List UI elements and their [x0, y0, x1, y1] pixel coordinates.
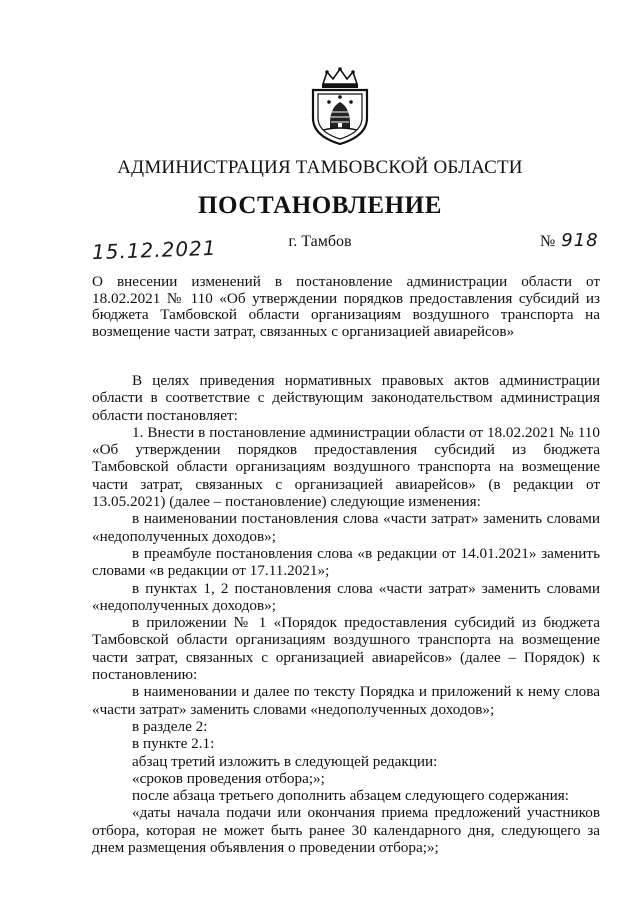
body-paragraph: «сроков проведения отбора;»;	[132, 769, 325, 787]
body-paragraph: «даты начала подачи или окончания приема предложений участников отбора, которая не может быть ранее 30 календарного дня, следующего за днем размещения объявления о проведении отбора;»;	[92, 804, 600, 857]
number-label: №	[540, 233, 556, 250]
body-paragraph: в преамбуле постановления слова «в редакции от 14.01.2021» заменить словами «в редакции от 17.11.2021»;	[92, 544, 600, 580]
handwritten-date: 15.12.2021	[91, 235, 217, 265]
document-body	[92, 372, 600, 856]
body-paragraph: после абзаца третьего дополнить абзацем следующего содержания:	[132, 787, 569, 805]
body-paragraph: в разделе 2:	[132, 717, 208, 735]
document-type-title: ПОСТАНОВЛЕНИЕ	[197, 192, 443, 219]
tambov-coat-of-arms-emblem	[305, 66, 375, 146]
body-paragraph: в наименовании и далее по тексту Порядка и приложений к нему слова «части затрат» заменить словами «недополученных доходов»;	[92, 683, 600, 718]
body-paragraph: в приложении № 1 «Порядок предоставления субсидий из бюджета Тамбовской области организациям воздушного транспорта на возмещение части затрат, связанных с организацией авиарейсов» (далее – Порядок) к постановлению:	[92, 614, 600, 684]
body-paragraph: в наименовании постановления слова «части затрат» заменить словами «недополученных доходов»;	[92, 510, 600, 545]
body-paragraph: абзац третий изложить в следующей редакции:	[132, 752, 438, 770]
body-paragraph: в пунктах 1, 2 постановления слова «части затрат» заменить словами «недополученных доходов»;	[92, 579, 600, 614]
organization-name: АДМИНИСТРАЦИЯ ТАМБОВСКОЙ ОБЛАСТИ	[117, 157, 523, 178]
city-name: г. Тамбов	[288, 233, 352, 250]
document-subject: О внесении изменений в постановление администрации области от 18.02.2021 № 110 «Об утверждении порядков предоставления субсидий из бюджета Тамбовской области организациям воздушного транспорта на возмещение части затрат, связанных с организацией авиарейсов»	[92, 273, 600, 340]
body-paragraph: 1. Внести в постановление администрации области от 18.02.2021 № 110 «Об утверждении порядков предоставления субсидий из бюджета Тамбовской области организациям воздушного транспорта на возмещение части затрат, связанных с организацией авиарейсов» (в редакции от 13.05.2021) (далее – постановление) следующие изменения:	[92, 423, 600, 511]
body-paragraph: в пункте 2.1:	[132, 735, 215, 753]
handwritten-number: 918	[561, 230, 599, 251]
document-number	[540, 230, 599, 251]
body-paragraph: В целях приведения нормативных правовых актов администрации области в соответствие с действующим законодательством администрация области постановляет:	[92, 372, 600, 424]
